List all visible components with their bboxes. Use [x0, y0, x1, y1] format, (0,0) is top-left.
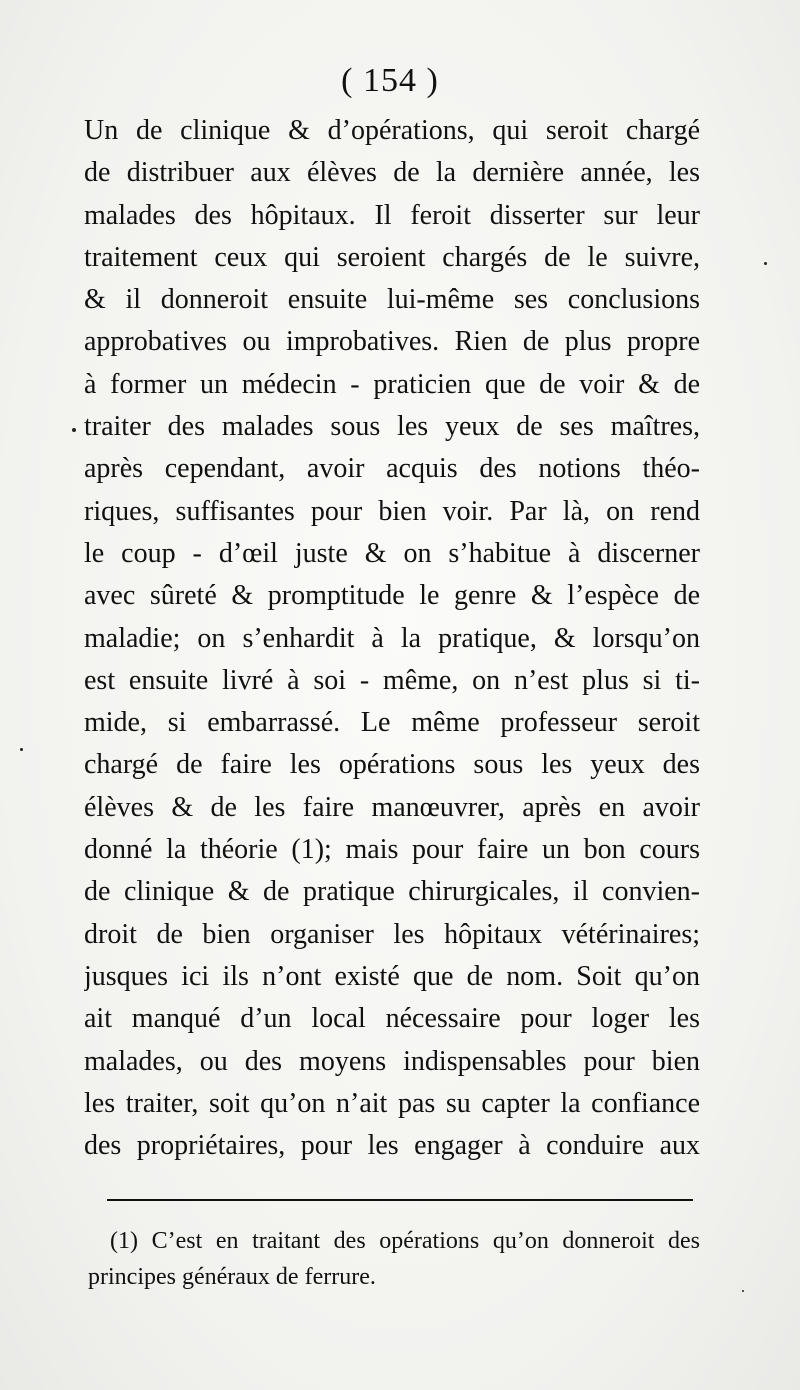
text-line: approbatives ou improbatives. Rien de plus propre [84, 326, 700, 358]
text-line: droit de bien organiser les hôpitaux vétérinaires; [84, 918, 700, 950]
ink-speck [764, 262, 767, 265]
text-line: le coup - d’œil juste & on s’habitue à discerner [84, 537, 700, 569]
text-line: de distribuer aux élèves de la dernière année, les [84, 157, 700, 189]
footnote [88, 1223, 700, 1295]
text-line: à former un médecin - praticien que de voir & de [84, 368, 700, 400]
page-number: ( 154 ) [341, 62, 439, 99]
text-line: traitement ceux qui seroient chargés de le suivre, [84, 241, 700, 273]
text-line: maladie; on s’enhardit à la pratique, & lorsqu’on [84, 622, 700, 654]
text-line: les traiter, soit qu’on n’ait pas su capter la confiance [84, 1087, 700, 1119]
footnote-line: principes généraux de ferrure. [88, 1264, 376, 1290]
text-line: & il donneroit ensuite lui-même ses conclusions [84, 284, 700, 316]
ink-speck [742, 1290, 744, 1292]
ink-speck [72, 428, 76, 432]
text-line: Un de clinique & d’opérations, qui seroit chargé [84, 115, 700, 146]
body-text [84, 110, 700, 1167]
text-line: riques, suffisantes pour bien voir. Par là, on rend [84, 495, 700, 527]
text-line: de clinique & de pratique chirurgicales, il convien- [84, 876, 700, 908]
text-line: élèves & de les faire manœuvrer, après en avoir [84, 791, 700, 823]
text-line: est ensuite livré à soi - même, on n’est plus si ti- [84, 664, 700, 696]
text-line: traiter des malades sous les yeux de ses maîtres, [84, 411, 700, 443]
text-line: malades, ou des moyens indispensables pour bien [84, 1045, 700, 1077]
footnote-divider [107, 1199, 693, 1201]
text-line: chargé de faire les opérations sous les yeux des [84, 749, 700, 781]
text-line: jusques ici ils n’ont existé que de nom. Soit qu’on [84, 960, 700, 992]
text-line: donné la théorie (1); mais pour faire un bon cours [84, 834, 700, 866]
text-line: des propriétaires, pour les engager à conduire aux [84, 1130, 700, 1162]
text-line: mide, si embarrassé. Le même professeur seroit [84, 707, 700, 739]
text-line: malades des hôpitaux. Il feroit disserter sur leur [84, 199, 700, 231]
text-line: ait manqué d’un local nécessaire pour loger les [84, 1003, 700, 1035]
ink-speck [20, 748, 23, 751]
footnote-line: (1) C’est en traitant des opérations qu’on donneroit des [110, 1228, 700, 1254]
text-line: avec sûreté & promptitude le genre & l’espèce de [84, 580, 700, 612]
text-line: après cependant, avoir acquis des notions théo- [84, 453, 700, 485]
